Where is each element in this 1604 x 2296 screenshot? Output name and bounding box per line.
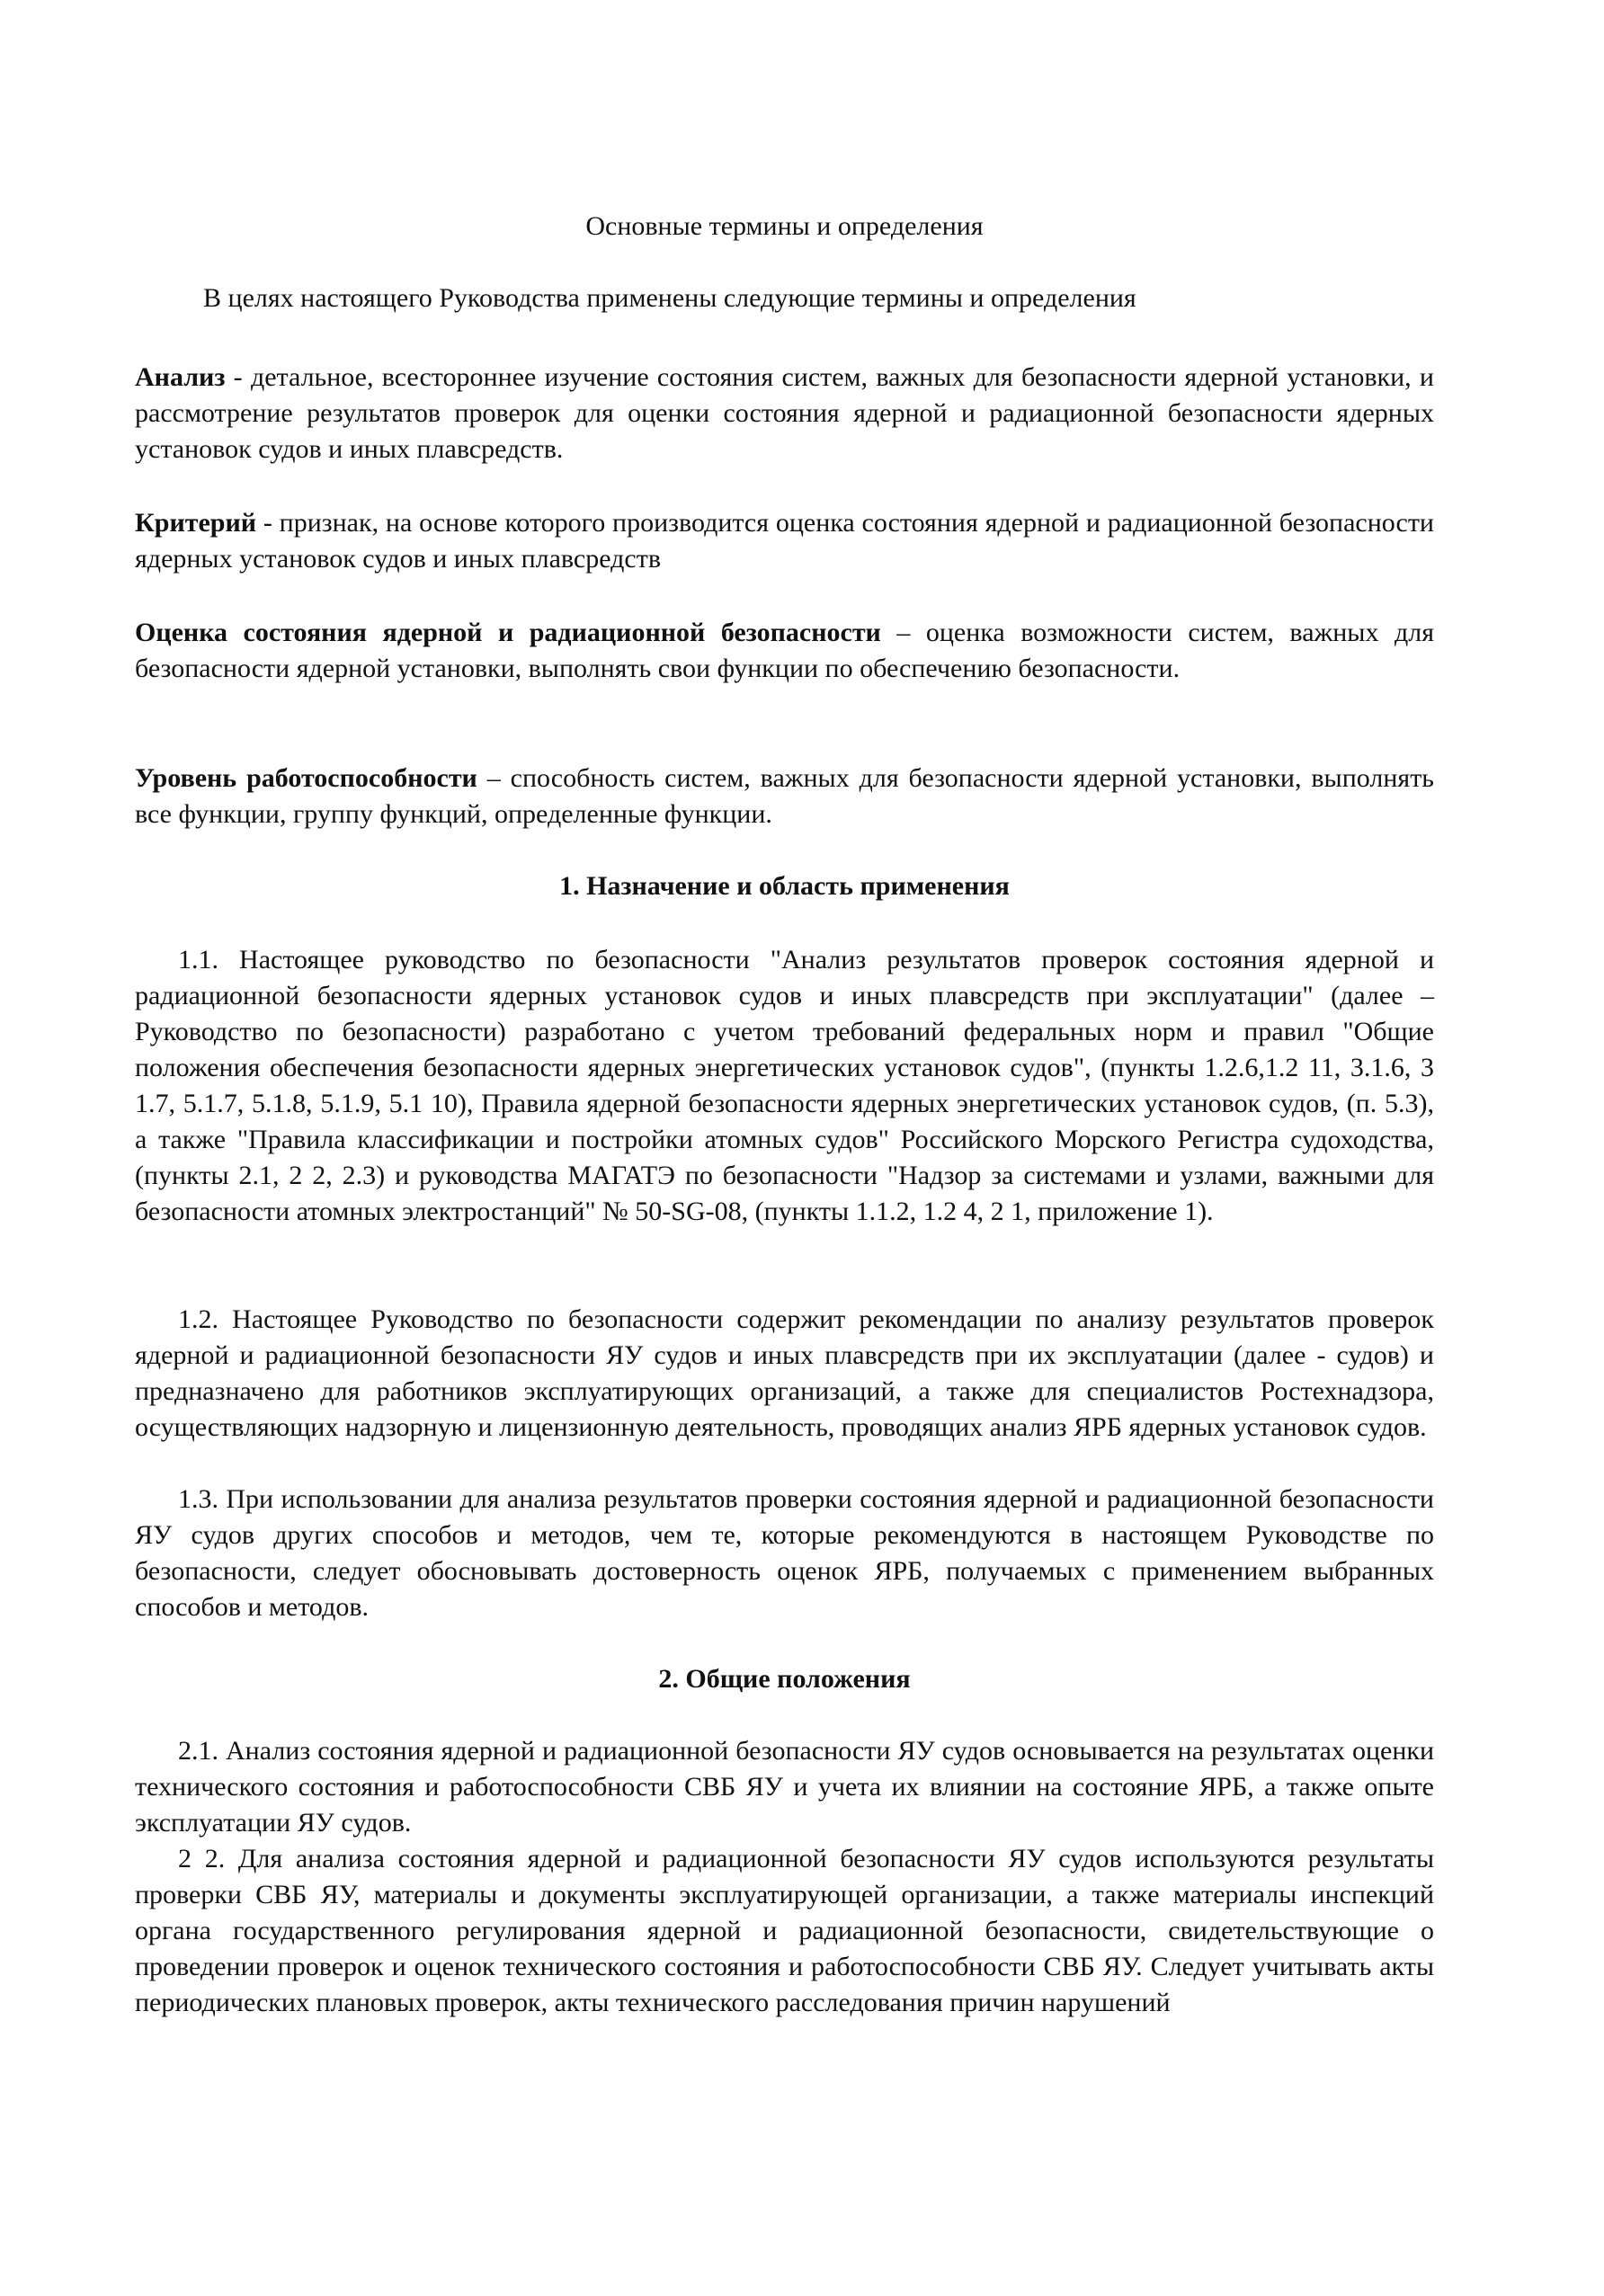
definition-assessment	[135, 615, 1434, 687]
definition-analysis	[135, 360, 1434, 467]
definition-term: Уровень работоспособности	[135, 763, 477, 793]
definition-text: - детальное, всестороннее изучение состояния систем, важных для безопасности ядерной установки, и рассмотрение результатов проверок для оценки состояния ядерной и радиационной безопасности ядерных установок судов и иных плавсредств.	[135, 362, 1434, 464]
paragraph-2-1: 2.1. Анализ состояния ядерной и радиационной безопасности ЯУ судов основывается на результатах оценки технического состояния и работоспособности СВБ ЯУ и учета их влиянии на состояние ЯРБ, а также опыте эксплуатации ЯУ судов.	[135, 1736, 1434, 1838]
paragraph-1-3: 1.3. При использовании для анализа результатов проверки состояния ядерной и радиационной безопасности ЯУ судов других способов и методов, чем те, которые рекомендуются в настоящем Руководстве по безопасности, следует обосновывать достоверность оценок ЯРБ, получаемых с применением выбранных способов и методов.	[135, 1484, 1434, 1622]
intro-line: В целях настоящего Руководства применены следующие термины и определения	[203, 283, 1136, 313]
definition-text: - признак, на основе которого производится оценка состояния ядерной и радиационной безопасности ядерных установок судов и иных плавсредств	[135, 508, 1434, 574]
definition-text: – способность систем, важных для безопасности ядерной установки, выполнять все функции, группу функций, определенные функции.	[135, 763, 1434, 829]
section-1-heading: 1. Назначение и область применения	[559, 871, 1010, 901]
definition-criterion	[135, 505, 1434, 577]
definition-term: Анализ	[135, 362, 226, 392]
definition-text: – оценка возможности систем, важных для безопасности ядерной установки, выполнять свои функции по обеспечению безопасности.	[135, 618, 1434, 683]
paragraph-1-1: 1.1. Настоящее руководство по безопасности "Анализ результатов проверок состояния ядерной и радиационной безопасности ядерных установок судов и иных плавсредств при эксплуатации" (далее – Руководство по безопасности) разработано с учетом требований федеральных норм и правил "Общие положения обеспечения безопасности ядерных энергетических установок судов", (пункты 1.2.6,1.2 11, 3.1.6, 3 1.7, 5.1.7, 5.1.8, 5.1.9, 5.1 10), Правила ядерной безопасности ядерных энергетических установок судов, (п. 5.3), а также "Правила классификации и постройки атомных судов" Российского Морского Регистра судоходства, (пункты 2.1, 2 2, 2.3) и руководства МАГАТЭ по безопасности "Надзор за системами и узлами, важными для безопасности атомных электростанций" № 50-SG-08, (пункты 1.1.2, 1.2 4, 2 1, приложение 1).	[135, 945, 1434, 1226]
page-title: Основные термины и определения	[585, 211, 984, 241]
definition-term: Оценка состояния ядерной и радиационной безопасности	[135, 618, 881, 647]
definition-term: Критерий	[135, 508, 257, 538]
paragraph-1-2: 1.2. Настоящее Руководство по безопасности содержит рекомендации по анализу результатов проверок ядерной и радиационной безопасности ЯУ судов и иных плавсредств при их эксплуатации (далее - судов) и предназначено для работников эксплуатирующих организаций, а также для специалистов Ростехнадзора, осуществляющих надзорную и лицензионную деятельность, проводящих анализ ЯРБ ядерных установок судов.	[135, 1304, 1434, 1442]
definition-operability	[135, 761, 1434, 832]
section-2-heading: 2. Общие положения	[658, 1664, 911, 1694]
paragraph-2-2: 2 2. Для анализа состояния ядерной и радиационной безопасности ЯУ судов используются результаты проверки СВБ ЯУ, материалы и документы эксплуатирующей организации, а также материалы инспекций органа государственного регулирования ядерной и радиационной безопасности, свидетельствующие о проведении проверок и оценок технического состояния и работоспособности СВБ ЯУ. Следует учитывать акты периодических плановых проверок, акты технического расследования причин нарушений	[135, 1844, 1434, 2017]
